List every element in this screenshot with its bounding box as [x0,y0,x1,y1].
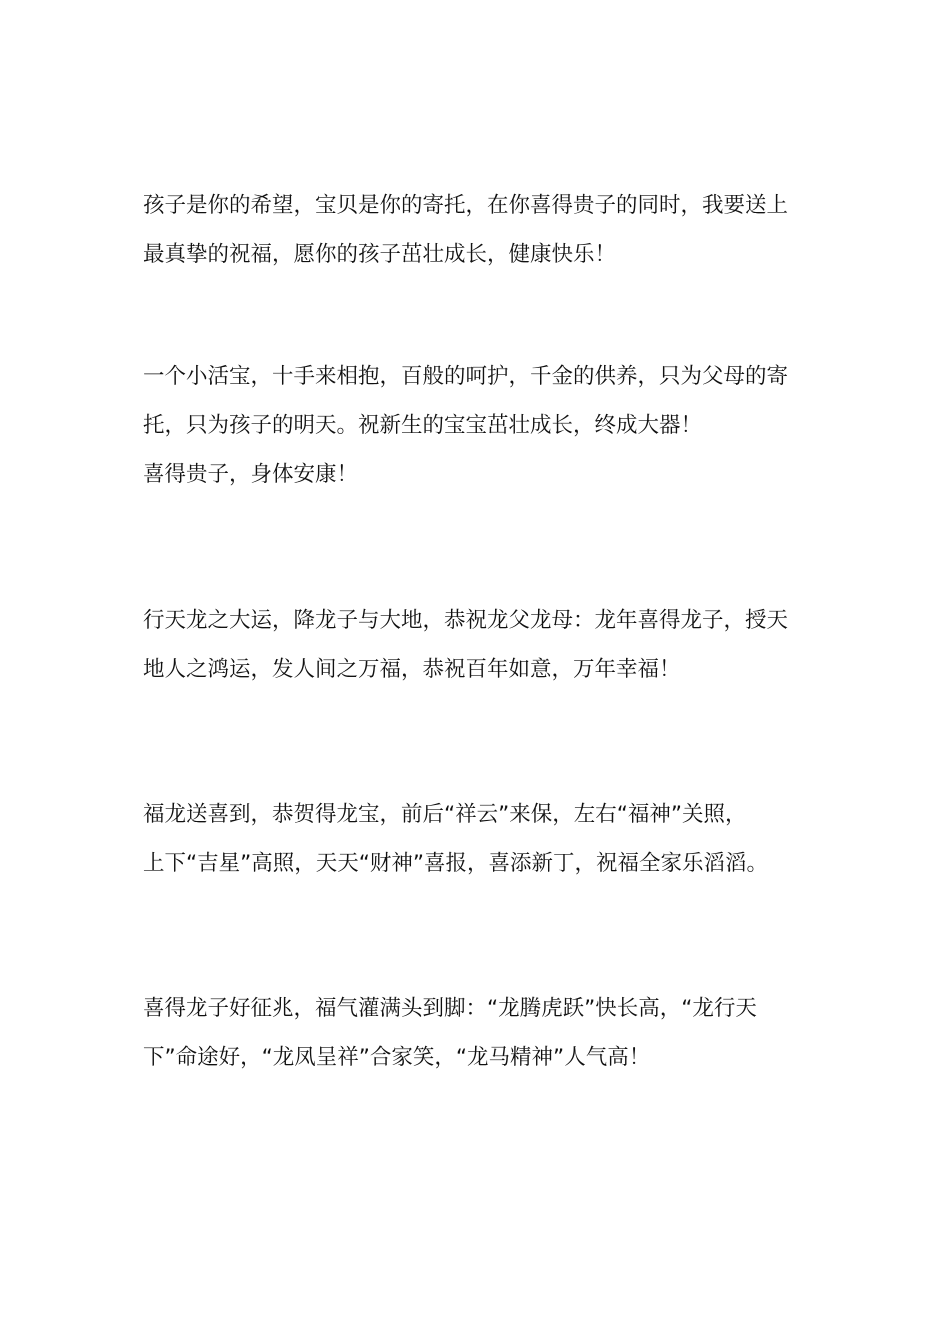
paragraph-line: 托，只为孩子的明天。祝新生的宝宝茁壮成长，终成大器！ [143,413,703,438]
paragraph-line: 地人之鸿运，发人间之万福，恭祝百年如意，万年幸福！ [143,657,681,682]
paragraph-line: 上下“吉星”高照，天天“财神”喜报，喜添新丁，祝福全家乐滔滔。 [143,851,769,876]
paragraph-line: 一个小活宝，十手来相抱，百般的呵护，千金的供养，只为父母的寄 [143,364,789,389]
paragraph-line: 孩子是你的希望，宝贝是你的寄托，在你喜得贵子的同时，我要送上 [143,193,789,218]
paragraph-line: 下”命途好，“龙凤呈祥”合家笑，“龙马精神”人气高！ [143,1045,651,1070]
paragraph-line: 行天龙之大运，降龙子与大地，恭祝龙父龙母：龙年喜得龙子，授天 [143,608,789,633]
paragraph-line: 福龙送喜到，恭贺得龙宝，前后“祥云”来保，左右“福神”关照， [143,802,747,827]
paragraph-line: 喜得贵子，身体安康！ [143,462,359,487]
paragraph-line: 喜得龙子好征兆，福气灌满头到脚：“龙腾虎跃”快长高，“龙行天 [143,996,757,1021]
paragraph-line: 最真挚的祝福，愿你的孩子茁壮成长，健康快乐！ [143,242,617,267]
